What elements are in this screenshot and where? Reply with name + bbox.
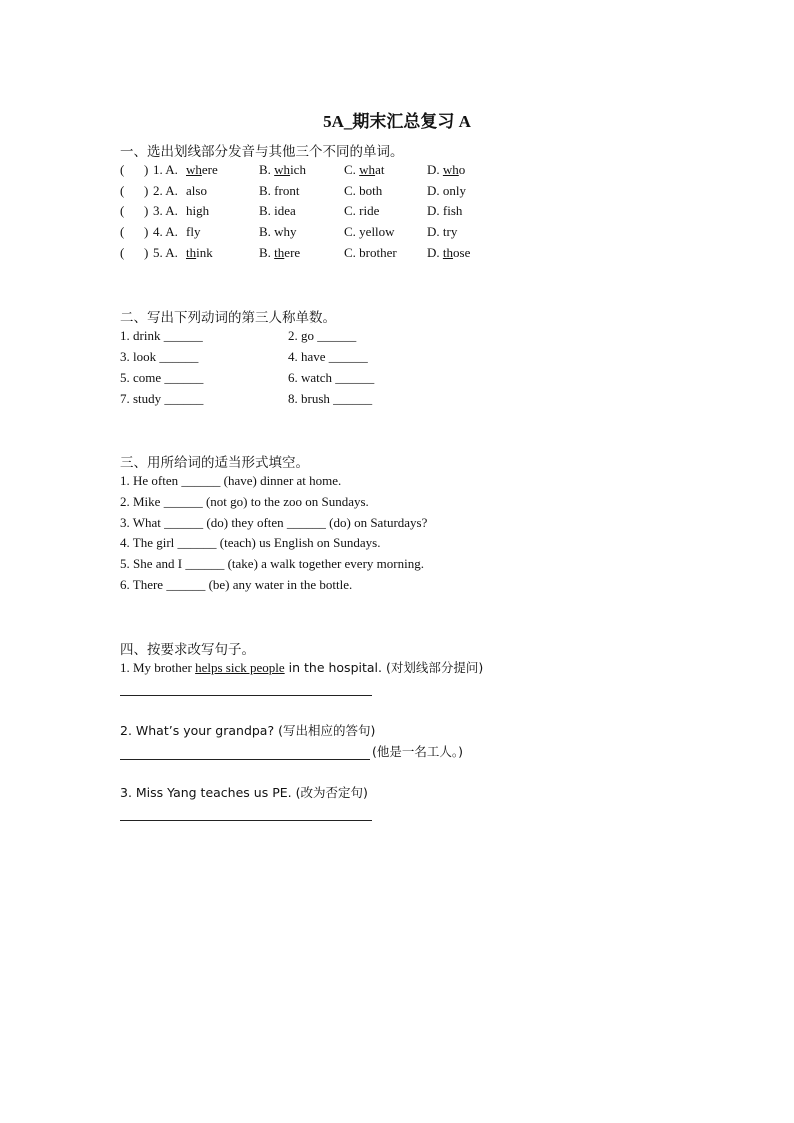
rewrite-q1-post: in the hospital. (对划线部分提问) [284,660,484,675]
option-word-rest: fish [442,203,463,219]
option-letter: D. [427,182,443,198]
verb-item: 1. drink ______ [120,328,203,343]
answer-bracket-open[interactable]: ( [120,224,125,240]
rewrite-question-3 [120,784,368,802]
option-underlined-part: th [274,244,285,260]
page-title: 5A_期末汇总复习 A [323,112,471,131]
answer-bracket-close: ) [144,244,149,260]
option-word-rest: try [442,224,458,240]
option-letter: D. [427,244,443,260]
option-d [427,244,470,262]
option-letter: B. [259,182,275,198]
option-letter: C. [344,244,360,260]
answer-bracket-open[interactable]: ( [120,203,125,219]
option-letter: D. [427,203,443,219]
option-word-rest: ich [290,162,306,177]
option-word-rest: both [359,182,383,198]
option-a [186,244,213,262]
fill-blank-item: 5. She and I ______ (take) a walk together every morning. [120,556,424,572]
option-word-rest: why [274,224,297,240]
answer-bracket-close: ) [144,224,149,240]
answer-bracket-open[interactable]: ( [120,182,125,198]
option-word-rest: also [186,182,207,198]
option-word-rest: high [186,203,210,219]
rewrite-q2-text: 2. What’s your grandpa? (写出相应的答句) [120,723,376,738]
answer-bracket-close: ) [144,203,149,219]
option-d [427,161,465,179]
fill-blank-item: 1. He often ______ (have) dinner at home. [120,473,342,488]
rewrite-q1-underlined: helps sick people [195,660,285,675]
option-word-rest: at [375,162,385,177]
option-a [186,161,218,179]
option-letter: C. [344,224,360,240]
answer-line-3[interactable] [120,820,372,821]
question-number: 5. A. [153,244,178,260]
option-underlined-part: wh [442,162,459,177]
answer-bracket-open[interactable]: ( [120,162,125,177]
option-word-rest: ride [359,203,380,219]
option-word-rest: ere [284,244,301,260]
verb-item: 3. look ______ [120,349,199,364]
section2-heading: 二、写出下列动词的第三人称单数。 [120,310,336,326]
verb-item: 6. watch ______ [288,370,375,385]
option-b [259,202,296,220]
option-word-rest: front [274,182,300,198]
option-c [344,182,382,200]
option-letter: B. [259,224,275,240]
option-word-rest: brother [359,244,397,260]
option-word-rest: ere [201,162,218,177]
option-letter: D. [427,224,443,240]
option-word-rest: idea [274,203,296,219]
option-letter: B. [259,203,275,219]
section3-heading: 三、用所给词的适当形式填空。 [120,455,309,471]
answer-bracket-close: ) [144,182,149,198]
option-word-rest: ink [196,244,213,260]
verb-item: 4. have ______ [288,349,368,364]
verb-item: 5. come ______ [120,370,204,385]
answer-line-1[interactable] [120,695,372,696]
option-c [344,223,395,241]
answer-line-2[interactable] [120,759,370,760]
option-word-rest: yellow [359,224,395,240]
option-d [427,202,462,220]
option-letter: C. [344,162,360,177]
option-c [344,202,379,220]
option-b [259,182,299,200]
option-d [427,182,466,200]
option-a [186,182,207,200]
question-number: 2. A. [153,182,178,198]
fill-blank-item: 6. There ______ (be) any water in the bottle. [120,577,353,592]
question-number: 4. A. [153,224,178,240]
option-letter: B. [259,162,275,177]
question-number: 1. A. [153,162,178,177]
option-b [259,244,300,262]
option-b [259,161,306,179]
option-b [259,223,297,241]
fill-blank-item: 4. The girl ______ (teach) us English on Sundays. [120,535,381,551]
option-underlined-part: th [186,244,197,260]
option-underlined-part: wh [359,162,376,177]
rewrite-question-2 [120,722,375,740]
option-letter: D. [427,162,443,177]
verb-item: 8. brush ______ [288,391,373,406]
rewrite-q3-text: 3. Miss Yang teaches us PE. (改为否定句) [120,785,368,800]
option-c [344,244,397,262]
rewrite-question-1 [120,659,483,677]
option-word-rest: only [442,182,467,198]
option-word-rest: fly [186,224,201,240]
verb-item: 7. study ______ [120,391,204,406]
fill-blank-item: 2. Mike ______ (not go) to the zoo on Sundays. [120,493,369,509]
answer-bracket-open[interactable]: ( [120,244,125,260]
option-d [427,223,457,241]
section1-heading: 一、选出划线部分发音与其他三个不同的单词。 [120,144,404,160]
option-underlined-part: wh [274,162,291,177]
rewrite-q2-hint: (他是一名工人。) [372,744,464,759]
question-number: 3. A. [153,203,178,219]
option-a [186,202,209,220]
verb-item: 2. go ______ [288,328,357,343]
option-letter: C. [344,182,360,198]
section4-heading: 四、按要求改写句子。 [120,642,255,658]
answer-bracket-close: ) [144,162,149,177]
option-underlined-part: wh [186,162,202,177]
fill-blank-item: 3. What ______ (do) they often ______ (do) on Saturdays? [120,514,428,530]
rewrite-q1-pre: 1. My brother [120,660,196,675]
option-underlined-part: th [442,244,454,260]
option-letter: C. [344,203,360,219]
option-c [344,161,384,179]
option-a [186,223,200,241]
option-letter: B. [259,244,275,260]
option-word-rest: o [458,162,466,177]
option-word-rest: ose [453,244,471,260]
